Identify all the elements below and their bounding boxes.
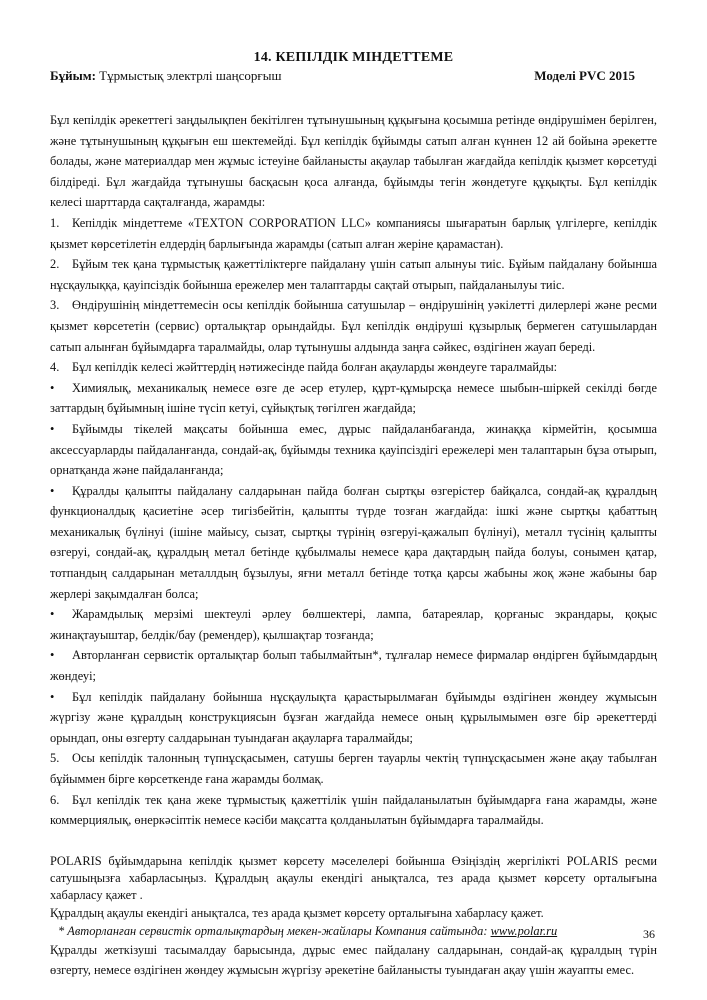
- bullet-item: • Бұйымды тікелей мақсаты бойынша емес, дұрыс пайдаланбағанда, жинаққа кірмейтін, қосымша аксессуарларды пайдаланғанда, сондай-ақ, бұйымды техника қауіпсіздігі ережелері мен талаптарын бұза отырып, орнатқанда және пайдаланғанда;: [50, 419, 657, 481]
- polaris-paragraph-1: POLARIS бұйымдарына кепілдік қызмет көрсету мәселелері бойынша Өзіңіздің жергілікті POLARIS ресми сатушыңызға хабарласыңыз. Құралдың ақаулы екендігі анықталса, тез арада қызмет көрсету орталығына хабарласу қажет .: [50, 853, 657, 902]
- bullet-dot-icon: •: [50, 648, 55, 663]
- bullet-dot-icon: •: [50, 483, 55, 498]
- numbered-item-1: 1. Кепілдік міндеттеме «TEXTON CORPORATION LLC» компаниясы шығаратын барлық үлгілерге, кепілдік қызмет көрсетілетін елдердің барлығында жарамды (сатып алған жеріне қарамастан).: [50, 215, 657, 251]
- product-label: Бұйым:: [50, 68, 96, 83]
- product-value: Тұрмыстық электрлі шаңсорғыш: [99, 68, 282, 83]
- model-label: Моделі PVC 2015: [534, 68, 635, 83]
- warranty-body: [50, 110, 657, 831]
- bullet-dot-icon: •: [50, 607, 55, 622]
- numbered-item-5: 5. Осы кепілдік талонның түпнұсқасымен, сатушы берген тауарлы чектің түпнұсқасымен және ақау табылған бұйыммен бірге көрсеткенде ғана жарамды болмақ.: [50, 751, 657, 786]
- bullet-item: • Жарамдылық мерзімі шектеулі әрлеу бөлшектері, лампа, батареялар, қорғаныс экрандары, қоқыс жинақтауыштар, белдік/бау (ремендер), қылшақтар тозғанда;: [50, 604, 657, 645]
- service-centers-note: * Авторланған сервистік орталықтардың мекен-жайлары Компания сайтында: www.polar.ru: [58, 923, 558, 938]
- product-info: [50, 68, 281, 84]
- bullet-item: • Бұл кепілдік пайдалану бойынша нұсқаулықта қарастырылмаған бұйымды өздігінен жөндеу жұмысын жүргізу және құралдың конструкциясын бұзған жағдайда немесе оның құрылымымен өзге бір әрекеттерді орындап, оны өзгерту салдарынан туындаған ақауларға таралмайды;: [50, 687, 657, 749]
- intro-paragraph: Бұл кепілдік әрекеттегі заңдылықпен бекітілген тұтынушының құқығына қосымша ретінде өндірушімен берілген, және тұтынушының құқығын еш шектемейді. Бұл кепілдік бұйымды сатып алған күннен 12 ай бойына әрекетте болады, және материалдар мен жұмыс істеуіне байланысты ақаулар табылған жағдайда кепілдік қызмет көрсетуді білдіреді. Бұл жағдайда тұтынушы басқасын қоса алғанда, бұйымды тегін жөндетуге құқықты. Бұл кепілдік келесі шарттарда сақталғанда, жарамды:: [50, 113, 657, 210]
- product-line: [50, 68, 657, 84]
- document-page: [50, 50, 657, 981]
- numbered-item-4: 4. Бұл кепілдік келесі жәйттердің нәтижесінде пайда болған ақауларды жөндеуге таралмайды:: [50, 360, 558, 375]
- numbered-item-6: 6. Бұл кепілдік тек қана жеке тұрмыстық қажеттілік үшін пайдаланылатын бұйымдарға ғана жарамды, және коммерциялық, өнеркәсіптік немесе кәсіби мақсатта қолданылатын бұйымдарға таралмайды.: [50, 792, 657, 828]
- bullet-item: • Құралды қалыпты пайдалану салдарынан пайда болған сыртқы өзгерістер байқалса, сондай-ақ құралдың функционалдық қасиетіне әсер тигізбейтін, қалыпты түрде тозған жағдайда: ішкі және сыртқы қабаттың механикалық бүлінуі (ішіне майысу, сызат, сыртқы түрінің өзгеруі-қажалып бүлінуі), металл түсінің қалыпты өзгеруі, сондай-ақ, құралдың метал бетінде құбылмалы немесе қара дақтардың пайда болуы, сонымен қатар, тотпандың салдарынан металлдың бұзылуы, яғни металл бетінде тотқа қарсы жабыны жоқ және жабыны бар жерлері зақымдалған болса;: [50, 481, 657, 605]
- page-number: 36: [643, 927, 655, 941]
- polaris-contact: [50, 853, 657, 940]
- bullet-dot-icon: •: [50, 689, 55, 704]
- bullet-item: • Химиялық, механикалық немесе өзге де әсер етулер, құрт-құмырсқа немесе шыбын-шіркей секілді бөгде заттардың бұйымның ішіне түсіп кетуі, сұйықтық төгілген жағдайда;: [50, 378, 657, 419]
- liability-disclaimer: Құралды жеткізуші тасымалдау барысында, дұрыс емес пайдалану салдарынан, сондай-ақ құралдың түрін өзгерту, немесе өздігінен жөндеу жұмысын жүргізу әрекетіне байланысты туындаған ақау үшін жауапты емес.: [50, 942, 657, 978]
- company-website-link[interactable]: www.polar.ru: [490, 923, 558, 938]
- polaris-paragraph-2: Құралдың ақаулы екендігі анықталса, тез арада қызмет көрсету орталығына хабарласу қажет.: [50, 905, 544, 920]
- numbered-item-2: 2. Бұйым тек қана тұрмыстық қажеттіліктерге пайдалану үшін сатып алынуы тиіс. Бұйым пайдалану бойынша нұсқаулыққа, қауіпсіздік бойынша ережелер мен талаптарды сақтай отырып, пайдаланылуы тиіс.: [50, 257, 657, 292]
- bullet-dot-icon: •: [50, 421, 55, 436]
- bullet-dot-icon: •: [50, 380, 55, 395]
- page-title: 14. КЕПІЛДІК МІНДЕТТЕМЕ: [253, 50, 454, 65]
- numbered-item-3: 3. Өндірушінің міндеттемесін осы кепілдік бойынша сатушылар – өндірушінің уәкілетті дилерлері және ресми қызмет көрсететін (сервис) орталықтар орындайды. Бұл кепілдік өндіруші құзырлық бермеген сатушылардан сатып алынған бұйымдарға таралмайды, олар тұтынушы алдында заңға сәйкес, өздігінен жауап береді.: [50, 298, 657, 354]
- bullet-item: • Авторланған сервистік орталықтар болып табылмайтын*, тұлғалар немесе фирмалар өндірген бұйымдардың жөндеуі;: [50, 645, 657, 686]
